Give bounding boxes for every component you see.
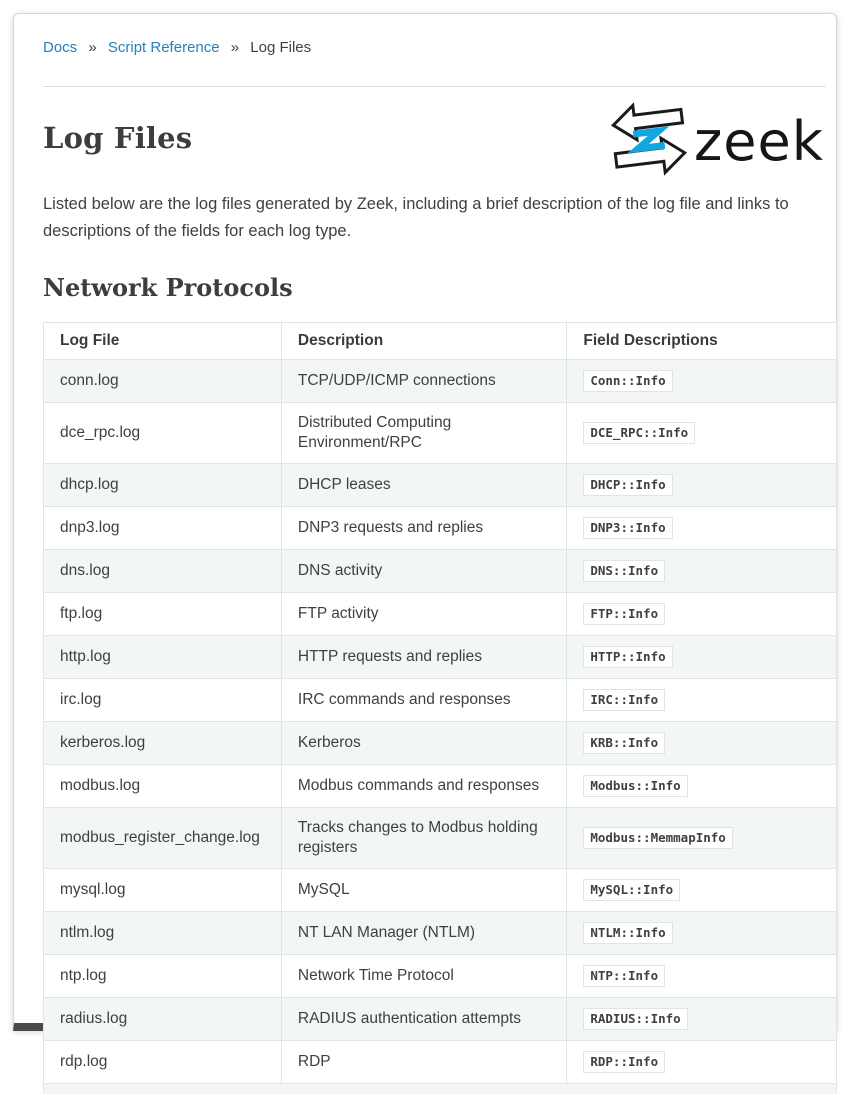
- breadcrumb-link-docs[interactable]: Docs: [43, 39, 78, 56]
- breadcrumb: [43, 14, 826, 87]
- page-card: [13, 13, 837, 1071]
- log-file-cell: ntlm.log: [44, 912, 282, 955]
- field-descriptions-cell: [567, 593, 837, 636]
- log-files-table: [43, 322, 837, 1084]
- description-cell: TCP/UDP/ICMP connections: [281, 360, 566, 403]
- field-type-link[interactable]: Modbus::Info: [583, 775, 687, 797]
- description-cell: DHCP leases: [281, 464, 566, 507]
- field-type-link[interactable]: KRB::Info: [583, 732, 665, 754]
- log-file-cell: ftp.log: [44, 593, 282, 636]
- breadcrumb-link-script-reference[interactable]: Script Reference: [107, 39, 220, 56]
- field-descriptions-cell: [567, 636, 837, 679]
- description-cell: NT LAN Manager (NTLM): [281, 912, 566, 955]
- page-title: Log Files: [43, 121, 193, 155]
- field-type-link[interactable]: FTP::Info: [583, 603, 665, 625]
- table-header-row: [44, 323, 837, 360]
- log-file-cell: dhcp.log: [44, 464, 282, 507]
- description-cell: MySQL: [281, 869, 566, 912]
- field-descriptions-cell: [567, 550, 837, 593]
- table-row: [44, 1041, 837, 1084]
- field-descriptions-cell: [567, 403, 837, 464]
- field-type-link[interactable]: DCE_RPC::Info: [583, 422, 695, 444]
- description-cell: DNP3 requests and replies: [281, 507, 566, 550]
- description-cell: HTTP requests and replies: [281, 636, 566, 679]
- field-descriptions-cell: [567, 679, 837, 722]
- table-row: [44, 403, 837, 464]
- log-file-cell: irc.log: [44, 679, 282, 722]
- description-cell: Distributed Computing Environment/RPC: [281, 403, 566, 464]
- description-cell: Network Time Protocol: [281, 955, 566, 998]
- zeek-logo: [610, 97, 824, 181]
- field-type-link[interactable]: HTTP::Info: [583, 646, 672, 668]
- breadcrumb-separator: »: [88, 39, 97, 56]
- field-type-link[interactable]: MySQL::Info: [583, 879, 680, 901]
- log-file-cell: dnp3.log: [44, 507, 282, 550]
- table-row: [44, 550, 837, 593]
- field-type-link[interactable]: Modbus::MemmapInfo: [583, 827, 732, 849]
- description-cell: DNS activity: [281, 550, 566, 593]
- description-cell: RDP: [281, 1041, 566, 1084]
- table-row: [44, 765, 837, 808]
- table-row: [44, 808, 837, 869]
- field-descriptions-cell: [567, 722, 837, 765]
- description-cell: RADIUS authentication attempts: [281, 998, 566, 1041]
- column-header-log-file: Log File: [44, 323, 282, 360]
- table-row: [44, 869, 837, 912]
- intro-paragraph: Listed below are the log files generated by Zeek, including a brief description of the log file and links to descriptions of the fields for each log type.: [43, 195, 789, 241]
- column-header-field-descriptions: Field Descriptions: [567, 323, 837, 360]
- description-cell: Modbus commands and responses: [281, 765, 566, 808]
- description-cell: IRC commands and responses: [281, 679, 566, 722]
- field-descriptions-cell: [567, 765, 837, 808]
- log-file-cell: dns.log: [44, 550, 282, 593]
- description-cell: Kerberos: [281, 722, 566, 765]
- field-type-link[interactable]: DNS::Info: [583, 560, 665, 582]
- field-type-link[interactable]: RDP::Info: [583, 1051, 665, 1073]
- log-file-cell: mysql.log: [44, 869, 282, 912]
- log-file-cell: kerberos.log: [44, 722, 282, 765]
- table-row: [44, 507, 837, 550]
- section-title-network-protocols: Network Protocols: [43, 273, 293, 303]
- table-cutoff-row: [43, 1084, 837, 1094]
- field-descriptions-cell: [567, 1041, 837, 1084]
- table-row: [44, 722, 837, 765]
- field-descriptions-cell: [567, 808, 837, 869]
- log-file-cell: conn.log: [44, 360, 282, 403]
- field-type-link[interactable]: NTP::Info: [583, 965, 665, 987]
- field-type-link[interactable]: Conn::Info: [583, 370, 672, 392]
- table-row: [44, 360, 837, 403]
- table-row: [44, 636, 837, 679]
- zeek-arrows-icon: [610, 97, 688, 181]
- description-cell: FTP activity: [281, 593, 566, 636]
- field-descriptions-cell: [567, 360, 837, 403]
- log-file-cell: modbus.log: [44, 765, 282, 808]
- field-type-link[interactable]: IRC::Info: [583, 689, 665, 711]
- table-row: [44, 593, 837, 636]
- table-row: [44, 464, 837, 507]
- log-file-cell: modbus_register_change.log: [44, 808, 282, 869]
- breadcrumb-separator: »: [230, 39, 240, 56]
- field-descriptions-cell: [567, 869, 837, 912]
- breadcrumb-current: Log Files: [250, 39, 312, 56]
- field-descriptions-cell: [567, 507, 837, 550]
- table-row: [44, 679, 837, 722]
- field-type-link[interactable]: DNP3::Info: [583, 517, 672, 539]
- log-file-cell: ntp.log: [44, 955, 282, 998]
- column-header-description: Description: [281, 323, 566, 360]
- title-row: [43, 97, 826, 181]
- field-type-link[interactable]: DHCP::Info: [583, 474, 672, 496]
- log-file-cell: dce_rpc.log: [44, 403, 282, 464]
- log-table-body: [44, 360, 837, 1084]
- field-descriptions-cell: [567, 912, 837, 955]
- table-row: [44, 912, 837, 955]
- zeek-wordmark: zeek: [693, 110, 824, 173]
- description-cell: Tracks changes to Modbus holding registers: [281, 808, 566, 869]
- field-type-link[interactable]: NTLM::Info: [583, 922, 672, 944]
- table-row: [44, 955, 837, 998]
- log-file-cell: radius.log: [44, 998, 282, 1041]
- table-row: [44, 998, 837, 1041]
- field-type-link[interactable]: RADIUS::Info: [583, 1008, 687, 1030]
- field-descriptions-cell: [567, 955, 837, 998]
- field-descriptions-cell: [567, 464, 837, 507]
- log-file-cell: rdp.log: [44, 1041, 282, 1084]
- field-descriptions-cell: [567, 998, 837, 1041]
- log-file-cell: http.log: [44, 636, 282, 679]
- page-content: [14, 14, 836, 1094]
